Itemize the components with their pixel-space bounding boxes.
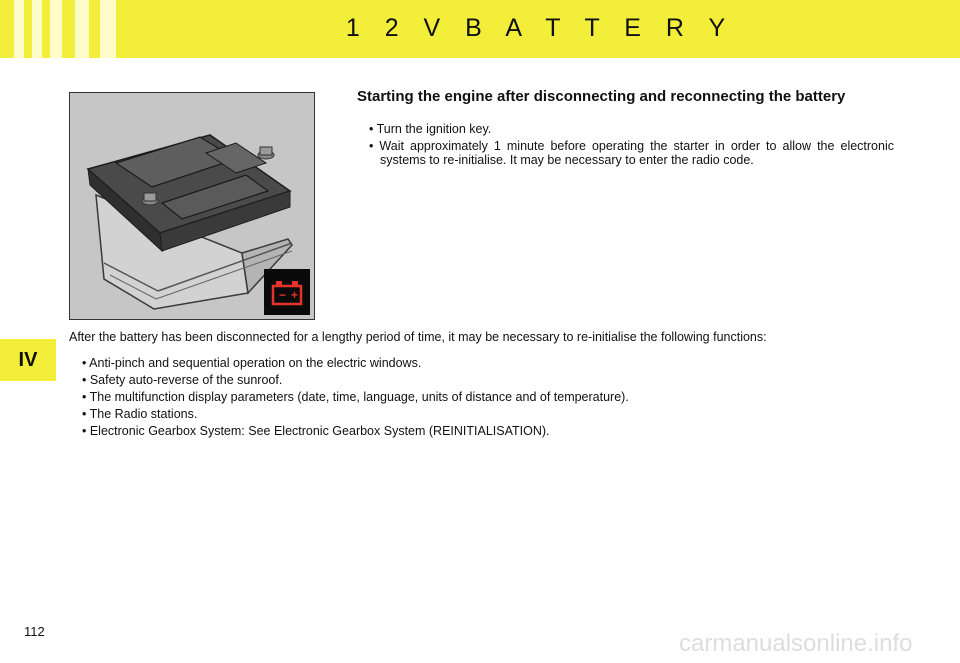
battery-warning-icon	[276, 281, 282, 286]
chapter-tab-label: IV	[18, 348, 38, 371]
header-band	[0, 0, 960, 58]
function-list-item: • The multifunction display parameters (date, time, language, units of distance and of temperature).	[82, 390, 629, 404]
battery-terminal	[144, 193, 156, 201]
battery-terminal	[260, 147, 272, 155]
chapter-tab	[0, 339, 56, 381]
instruction-step: • Wait approximately 1 minute before operating the starter in order to allow the electronic systems to re-initialise. It may be necessary to enter the radio code.	[369, 139, 894, 167]
function-list-item: • The Radio stations.	[82, 407, 198, 421]
battery-plus-sign: +	[291, 288, 299, 302]
page-title: 1 2 V B A T T E R Y	[345, 14, 735, 42]
function-list	[82, 356, 882, 441]
header-stripe	[32, 0, 42, 58]
header-stripe	[50, 0, 62, 58]
function-list-item: • Safety auto-reverse of the sunroof.	[82, 373, 283, 387]
watermark: carmanualsonline.info	[679, 630, 913, 657]
battery-illustration	[69, 92, 315, 320]
function-list-item: • Electronic Gearbox System: See Electronic Gearbox System (REINITIALISATION).	[82, 424, 550, 438]
page-number: 112	[24, 624, 45, 639]
header-stripe	[75, 0, 89, 58]
header-stripe	[14, 0, 24, 58]
section-heading: Starting the engine after disconnecting and reconnecting the battery	[357, 88, 846, 105]
function-list-item: • Anti-pinch and sequential operation on the electric windows.	[82, 356, 422, 370]
intro-paragraph: After the battery has been disconnected for a lengthy period of time, it may be necessary to re-initialise the following functions:	[69, 330, 767, 344]
battery-minus-sign: −	[279, 288, 287, 302]
battery-warning-badge	[264, 269, 310, 315]
battery-warning-icon	[292, 281, 298, 286]
header-stripe	[100, 0, 116, 58]
instruction-step: • Turn the ignition key.	[369, 122, 492, 136]
